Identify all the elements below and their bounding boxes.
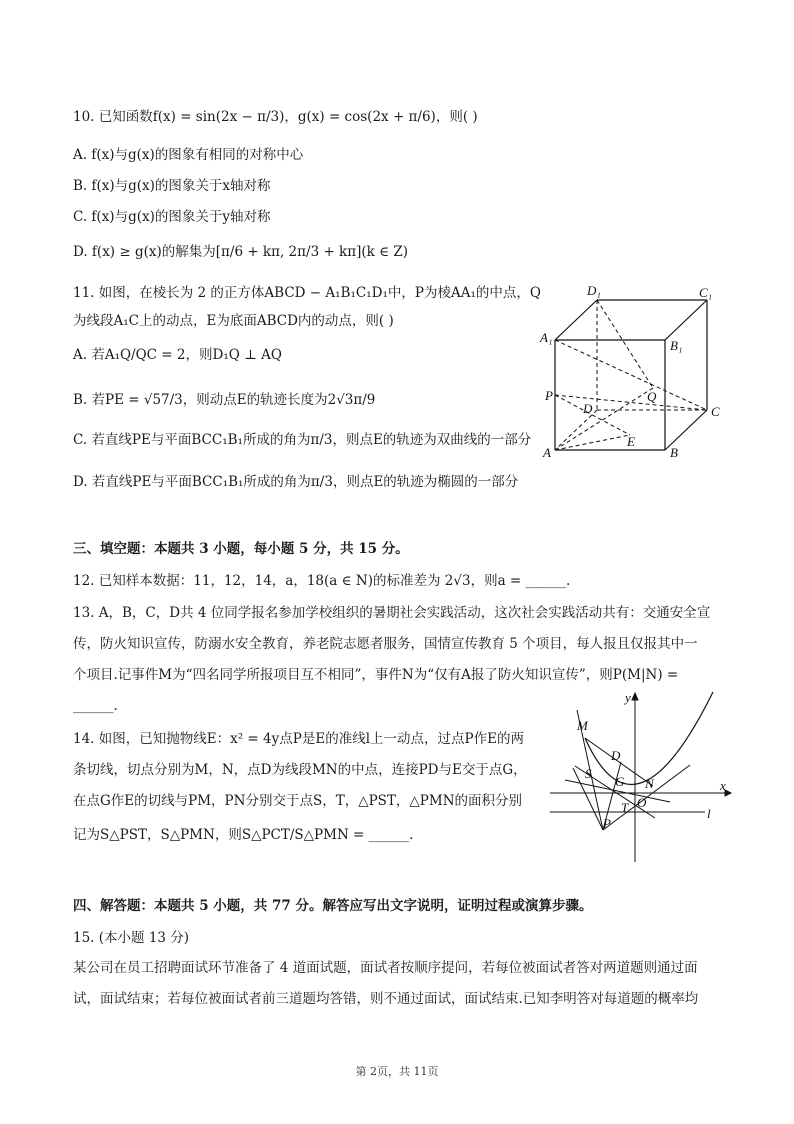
- cube-label-b: B: [670, 445, 678, 460]
- q10-option-c: C. f(x)与g(x)的图象关于y轴对称: [73, 209, 271, 225]
- q15-line2: 试，面试结束；若每位被面试者前三道题均答错，则不通过面试，面试结束.已知李明答对每道题的概率均: [73, 991, 699, 1007]
- q13-line4: ______.: [73, 698, 118, 714]
- q10-option-a: A. f(x)与g(x)的图象有相同的对称中心: [73, 147, 304, 163]
- q13-line3: 个项目.记事件M为“四名同学所报项目互不相同”，事件N为“仅有A报了防火知识宣传”，则P(M|N) =: [73, 667, 679, 683]
- q11-option-a: A. 若A₁Q/QC = 2，则D₁Q ⊥ AQ: [73, 347, 282, 363]
- parabola-figure: [545, 690, 740, 865]
- parabola-label-x: x: [720, 778, 726, 793]
- parabola-label-l: l: [707, 806, 711, 821]
- section4-heading: 四、解答题：本题共 5 小题，共 77 分。解答应写出文字说明，证明过程或演算步骤。: [73, 898, 593, 914]
- q15-line1: 某公司在员工招聘面试环节准备了 4 道面试题，面试者按顺序提问，若每位被面试者答对两道题则通过面: [73, 960, 698, 976]
- q13-line2: 传，防火知识宣传，防溺水安全教育，养老院志愿者服务，国情宣传教育 5 个项目，每人报且仅报其中一: [73, 636, 698, 652]
- cube-label-e: E: [627, 434, 635, 449]
- parabola-label-g: G: [615, 774, 625, 789]
- cube-label-a: A: [543, 445, 551, 460]
- q11-option-d: D. 若直线PE与平面BCC₁B₁所成的角为π/3，则点E的轨迹为椭圆的一部分: [73, 474, 519, 490]
- parabola-label-d: D: [611, 748, 621, 763]
- cube-figure: [535, 280, 735, 465]
- cube-label-d1: D₁: [587, 283, 601, 298]
- q15-label: 15. (本小题 13 分): [73, 930, 190, 946]
- q11-stem-line1: 11. 如图，在棱长为 2 的正方体ABCD − A₁B₁C₁D₁中，P为棱AA₁的中点，Q: [73, 285, 541, 301]
- q14-line4: 记为S△PST，S△PMN，则S△PCT/S△PMN = ______.: [73, 827, 414, 843]
- cube-label-q: Q: [647, 389, 657, 404]
- q13-line1: 13. A，B，C，D共 4 位同学报名参加学校组织的暑期社会实践活动，这次社会实践活动共有：交通安全宣: [73, 605, 711, 621]
- parabola-label-p: P: [603, 816, 611, 831]
- cube-label-b1: B₁: [670, 338, 683, 353]
- q11-option-c: C. 若直线PE与平面BCC₁B₁所成的角为π/3，则点E的轨迹为双曲线的一部分: [73, 432, 532, 448]
- cube-label-d: D: [583, 401, 593, 416]
- cube-label-a1: A₁: [540, 330, 553, 345]
- cube-label-c: C: [711, 404, 720, 419]
- parabola-label-t: T: [621, 800, 629, 815]
- cube-label-p: P: [545, 388, 553, 403]
- parabola-label-s: S: [585, 766, 592, 781]
- parabola-label-o: O: [637, 795, 647, 810]
- q14-line2: 条切线，切点分别为M，N，点D为线段MN的中点，连接PD与E交于点G，: [73, 762, 527, 778]
- q10-option-d: D. f(x) ≥ g(x)的解集为[π/6 + kπ, 2π/3 + kπ](k ∈ Z): [73, 244, 409, 260]
- q12-text: 12. 已知样本数据：11，12，14，a，18(a ∈ N)的标准差为 2√3，则a = ______.: [73, 573, 571, 589]
- section3-heading: 三、填空题：本题共 3 小题，每小题 5 分，共 15 分。: [73, 541, 409, 557]
- parabola-label-y: y: [625, 690, 631, 705]
- q10-stem: 10. 已知函数f(x) = sin(2x − π/3)，g(x) = cos(2x + π/6)，则( ): [73, 109, 478, 125]
- parabola-label-n: N: [645, 776, 654, 791]
- cube-label-c1: C₁: [699, 285, 713, 300]
- page-footer: 第 2页，共 11页: [355, 1065, 439, 1078]
- q11-option-b: B. 若PE = √57/3，则动点E的轨迹长度为2√3π/9: [73, 392, 376, 408]
- q10-option-b: B. f(x)与g(x)的图象关于x轴对称: [73, 178, 271, 194]
- parabola-label-m: M: [577, 718, 588, 733]
- q14-line3: 在点G作E的切线与PM，PN分别交于点S，T，△PST，△PMN的面积分别: [73, 793, 523, 809]
- q14-line1: 14. 如图，已知抛物线E：x² = 4y点P是E的准线l上一动点，过点P作E的两: [73, 731, 524, 747]
- q11-stem-line2: 为线段A₁C上的动点，E为底面ABCD内的动点，则( ): [73, 313, 394, 329]
